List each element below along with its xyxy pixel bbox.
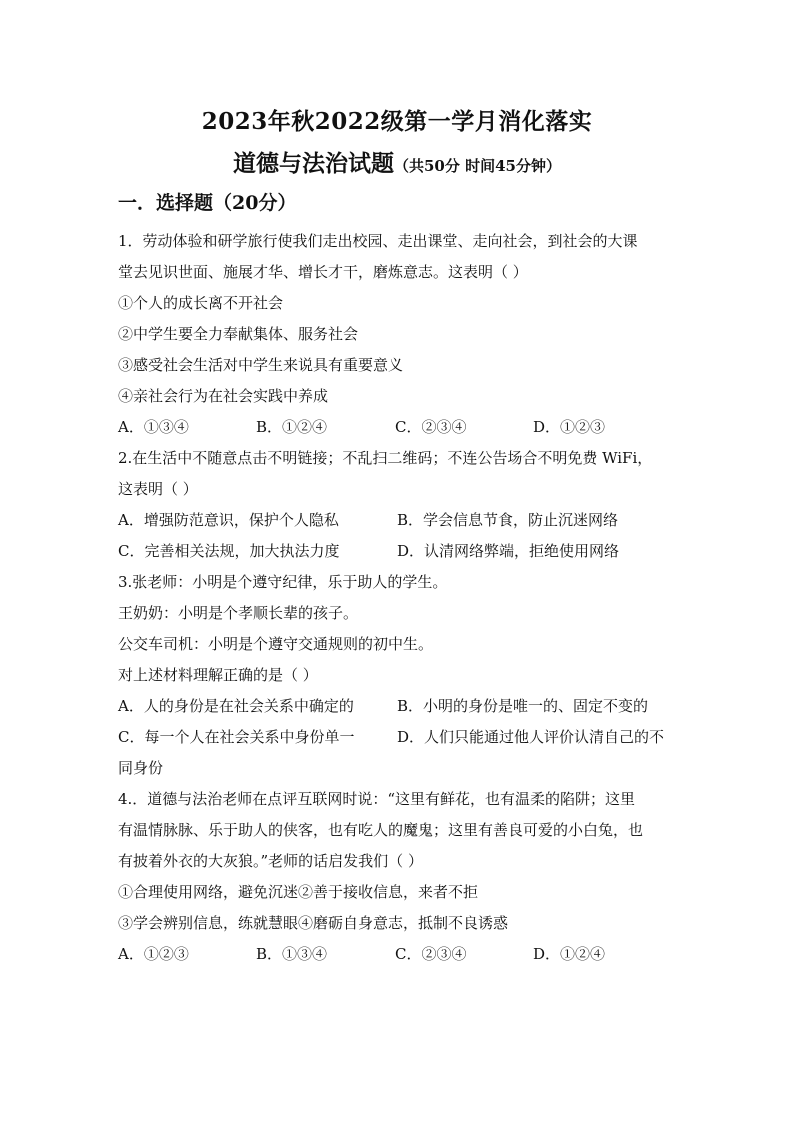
q1-options	[118, 417, 605, 437]
q3-option-d: D．人们只能通过他人评价认清自己的不	[397, 728, 665, 746]
q3-options-row1	[118, 696, 648, 716]
q2-stem-line2: 这表明（ ）	[118, 480, 198, 498]
q2-option-b: B．学会信息节食，防止沉迷网络	[397, 511, 619, 529]
exam-score-time: （共50分 时间45分钟）	[394, 157, 561, 175]
exam-title-line1: 2023年秋2022级第一学月消化落实	[201, 108, 593, 135]
q1-option-a: A．①③④	[118, 418, 189, 436]
exam-subject-title: 道德与法治试题	[233, 150, 394, 177]
q4-stem-line2: 有温情脉脉、乐于助人的侠客，也有吃人的魔鬼；这里有善良可爱的小白兔，也	[118, 821, 644, 839]
q3-option-c: C．每一个人在社会关系中身份单一	[118, 728, 355, 746]
q3-option-a: A．人的身份是在社会关系中确定的	[118, 697, 354, 715]
q2-option-a: A．增强防范意识，保护个人隐私	[118, 511, 339, 529]
q2-stem-line1: 2.在生活中不随意点击不明链接；不乱扫二维码；不连公告场合不明免费 WiFi，	[118, 449, 653, 467]
q2-options-row2	[118, 541, 619, 561]
q1-option-d: D．①②③	[533, 418, 606, 436]
q3-line: 王奶奶：小明是个孝顺长辈的孩子。	[118, 604, 359, 622]
q1-item: ②中学生要全力奉献集体、服务社会	[118, 325, 359, 343]
q4-item: ③学会辨别信息，练就慧眼④磨砺自身意志，抵制不良诱惑	[118, 914, 509, 932]
q3-option-d-continued: 同身份	[118, 759, 164, 777]
q4-option-b: B．①③④	[256, 945, 328, 963]
q2-option-d: D．认清网络弊端，拒绝使用网络	[397, 542, 620, 560]
q1-item: ③感受社会生活对中学生来说具有重要意义	[118, 356, 404, 374]
q3-option-b: B．小明的身份是唯一的、固定不变的	[397, 697, 649, 715]
exam-title-line2	[0, 145, 794, 178]
q2-option-c: C．完善相关法规，加大执法力度	[118, 542, 340, 560]
q3-line: 公交车司机：小明是个遵守交通规则的初中生。	[118, 635, 434, 653]
q2-options-row1	[118, 510, 618, 530]
q4-stem-line1: 4.．道德与法治老师在点评互联网时说：“这里有鲜花，也有温柔的陷阱；这里	[118, 790, 635, 808]
q4-option-d: D．①②④	[533, 945, 606, 963]
q3-line: 对上述材料理解正确的是（ ）	[118, 666, 318, 684]
q1-stem-line2: 堂去见识世面、施展才华、增长才干，磨炼意志。这表明（ ）	[118, 263, 528, 281]
q4-item: ①合理使用网络，避免沉迷②善于接收信息，来者不拒	[118, 883, 479, 901]
q4-options	[118, 944, 605, 964]
q1-option-c: C．②③④	[395, 418, 467, 436]
q3-line: 3.张老师：小明是个遵守纪律，乐于助人的学生。	[118, 573, 448, 591]
q1-stem-line1: 1．劳动体验和研学旅行使我们走出校园、走出课堂、走向社会，到社会的大课	[118, 232, 638, 250]
q1-item: ①个人的成长离不开社会	[118, 294, 284, 312]
q4-option-c: C．②③④	[395, 945, 467, 963]
q1-item: ④亲社会行为在社会实践中养成	[118, 387, 329, 405]
q3-options-row2	[118, 727, 664, 747]
q1-option-b: B．①②④	[256, 418, 328, 436]
q4-stem-line3: 有披着外衣的大灰狼。”老师的话启发我们（ ）	[118, 852, 423, 870]
section-title: 一．选择题（20分）	[118, 192, 297, 214]
q4-option-a: A．①②③	[118, 945, 189, 963]
